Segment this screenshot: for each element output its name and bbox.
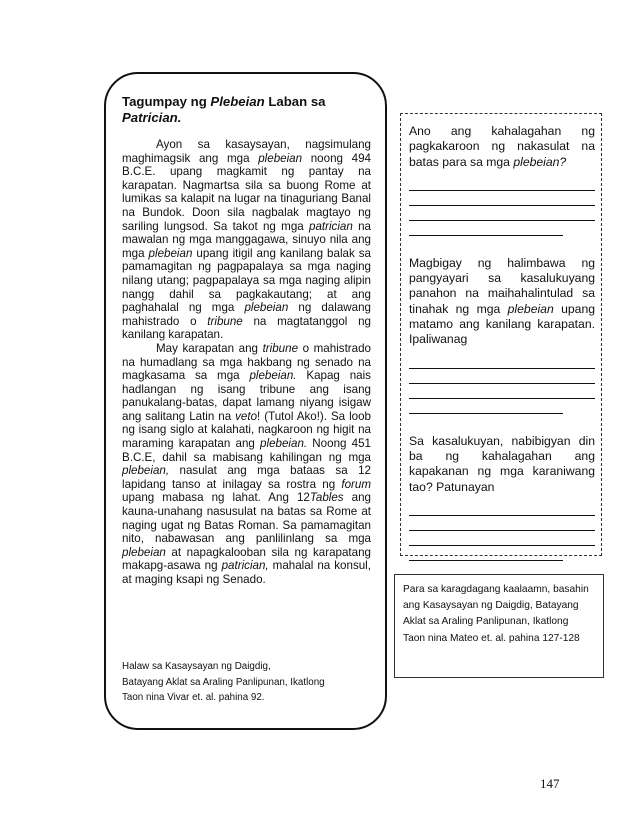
questions-box: [400, 113, 602, 556]
passage-title: Tagumpay ng Plebeian Laban sa Patrician.: [122, 94, 326, 125]
question-3: Sa kasalukuyan, nabibigyan din ba ng kahalagahan ang kapakanan ng mga karaniwang tao? Patunayan: [409, 433, 595, 494]
question-2: Magbigay ng halimbawa ng pangyayari sa kasalukuyang panahon na maihahalintulad sa tinahak ng mga plebeian upang matamo ang kanilang karapatan. Ipaliwanag: [409, 255, 595, 347]
paragraph-1: Ayon sa kasaysayan, nagsimulang maghimagsik ang mga plebeian noong 494 B.C.E. upang magkamit ng pantay na karapatan. Nagmartsa sila sa buong Rome at lumikas sa kalapit na lugar na tinaguriang Banal na Bundok. Doon sila nagbalak magtayo ng sariling lungsod. Sa takot ng mga patrician na mawalan ng mga manggagawa, sinuyo nila ang mga plebeian upang itigil ang kanilang balak sa pamamagitan ng pagpapalaya sa mga naging nilang utang; pagpapalaya sa mga naging alipin nangg dahil sa pagkakautang; at ang paghahalal ng mga plebeian ng dalawang mahistrado o tribune na magtatanggol ng kanilang karapatan.: [122, 138, 372, 342]
page-number: 147: [540, 776, 560, 791]
reading-passage-box: [104, 72, 387, 730]
answer-lines-3[interactable]: [409, 501, 595, 561]
paragraph-2: May karapatan ang tribune o mahistrado na humadlang sa mga hakbang ng senado na magkasama sa mga plebeian. Kapag nais hadlangan ng isang tribune ang isang panukalang-batas, dapat lamang niyang isigaw ang salitang Latin na veto! (Tutol Ako!). Sa loob ng isang siglo at kalahati, nagkaroon ng higit na maraming karapatan ang plebeian. Noong 451 B.C.E, dahil sa mabisang kahilingan ng mga plebeian, nasulat ang mga bataas sa 12 lapidang tanso at inilagay sa rostra ng forum upang mabasa ng lahat. Ang 12Tables ang kauna-unahang nasusulat na batas sa Rome at naging ugat ng Batas Roman. Sa pamamagitan nito, nabawasan ang panlilinlang sa mga plebeian at napagkalooban sila ng karapatang makapg-asawa ng patrician, mahalal na konsul, at maging ksapi ng Senado.: [122, 341, 372, 586]
answer-lines-1[interactable]: [409, 176, 595, 236]
reference-note-box: Para sa karagdagang kaalaamn, basahin ang Kasaysayan ng Daigdig, Batayang Aklat sa Araling Panlipunan, Ikatlong Taon nina Mateo et. al. pahina 127-128: [394, 574, 604, 678]
source-citation: Halaw sa Kasaysayan ng Daigdig, Batayang Aklat sa Araling Panlipunan, Ikatlong Taon nina Vivar et. al. pahina 92.: [122, 661, 325, 703]
question-1: Ano ang kahalagahan ng pagkakaroon ng nakasulat na batas para sa mga plebeian?: [409, 124, 595, 169]
answer-lines-2[interactable]: [409, 354, 595, 414]
passage-body: [122, 138, 371, 587]
